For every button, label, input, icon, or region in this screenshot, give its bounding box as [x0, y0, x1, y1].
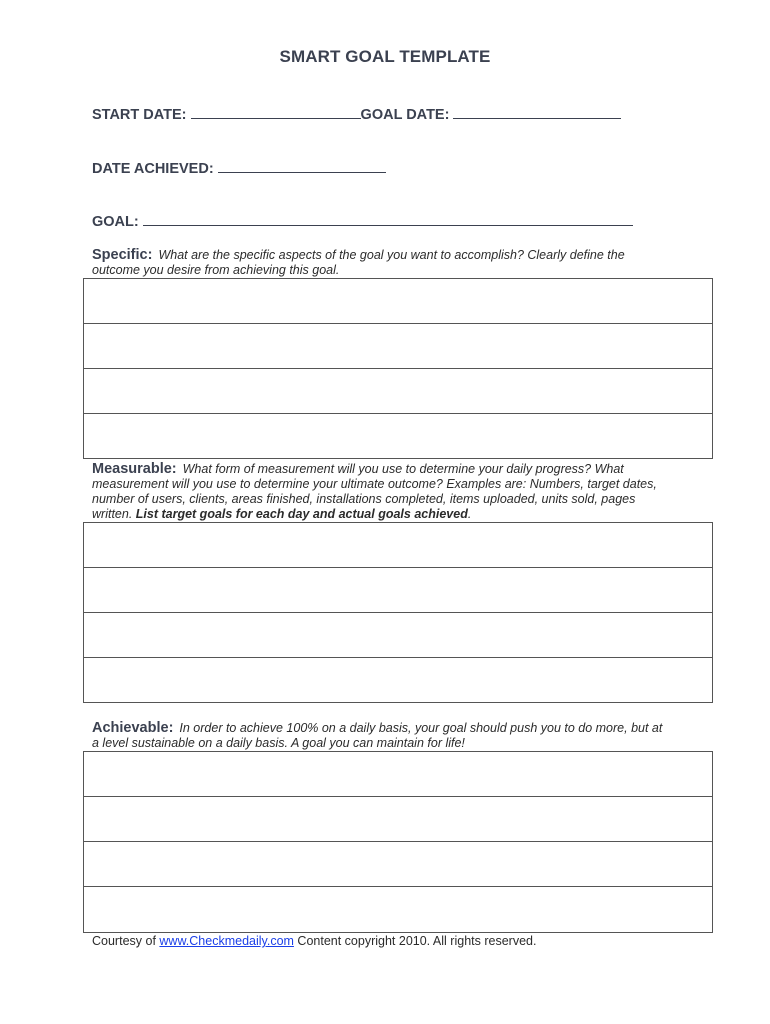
date-achieved-field[interactable]: [218, 158, 386, 173]
achievable-answer-line[interactable]: [84, 887, 712, 932]
measurable-answer-line[interactable]: [84, 523, 712, 568]
specific-answer-line[interactable]: [84, 279, 712, 324]
measurable-emphasis: List target goals for each day and actual goals achieved: [135, 507, 468, 521]
specific-description: What are the specific aspects of the goal you want to accomplish? Clearly define the outcome you desire from achieving this goal.: [92, 248, 625, 277]
goal-date-field[interactable]: [453, 104, 621, 119]
footer-prefix: Courtesy of: [92, 934, 156, 948]
footer: [92, 934, 536, 948]
date-achieved-label: DATE ACHIEVED:: [92, 161, 214, 177]
specific-answer-line[interactable]: [84, 324, 712, 369]
goal-label: GOAL:: [92, 214, 139, 230]
goal-field[interactable]: [143, 211, 633, 226]
achievable-answer-line[interactable]: [84, 752, 712, 797]
measurable-description: What form of measurement will you use to determine your daily progress? What measurement will you use to determine your ultimate outcome? Examples are: Numbers, target dates, number of users, clients, areas finished, installations completed, items uploaded, units sold, pages written.: [92, 462, 657, 521]
specific-answer-box: [83, 278, 713, 459]
measurable-answer-line[interactable]: [84, 568, 712, 613]
start-date-field[interactable]: [191, 104, 361, 119]
measurable-answer-line[interactable]: [84, 658, 712, 703]
start-date-label: START DATE:: [92, 107, 187, 123]
measurable-end: .: [467, 507, 472, 521]
measurable-section: [92, 462, 672, 522]
footer-link[interactable]: www.Checkmedaily.com: [159, 934, 294, 948]
measurable-heading: Measurable:: [92, 461, 177, 477]
date-achieved-row: [92, 158, 386, 177]
page-title: SMART GOAL TEMPLATE: [279, 47, 491, 66]
goal-date-label: GOAL DATE:: [360, 107, 450, 123]
achievable-section: [92, 721, 672, 751]
achievable-heading: Achievable:: [92, 720, 174, 736]
achievable-description: In order to achieve 100% on a daily basis, your goal should push you to do more, but at a level sustainable on a daily basis. A goal you can maintain for life!: [92, 721, 663, 750]
specific-heading: Specific:: [92, 247, 153, 263]
footer-copyright: Content copyright 2010. All rights reserved.: [297, 934, 537, 948]
start-date-row: [92, 104, 621, 123]
achievable-answer-line[interactable]: [84, 842, 712, 887]
achievable-answer-line[interactable]: [84, 797, 712, 842]
specific-answer-line[interactable]: [84, 369, 712, 414]
achievable-answer-box: [83, 751, 713, 933]
specific-section: [92, 248, 672, 278]
specific-answer-line[interactable]: [84, 414, 712, 459]
measurable-answer-box: [83, 522, 713, 703]
goal-row: [92, 211, 633, 230]
measurable-answer-line[interactable]: [84, 613, 712, 658]
